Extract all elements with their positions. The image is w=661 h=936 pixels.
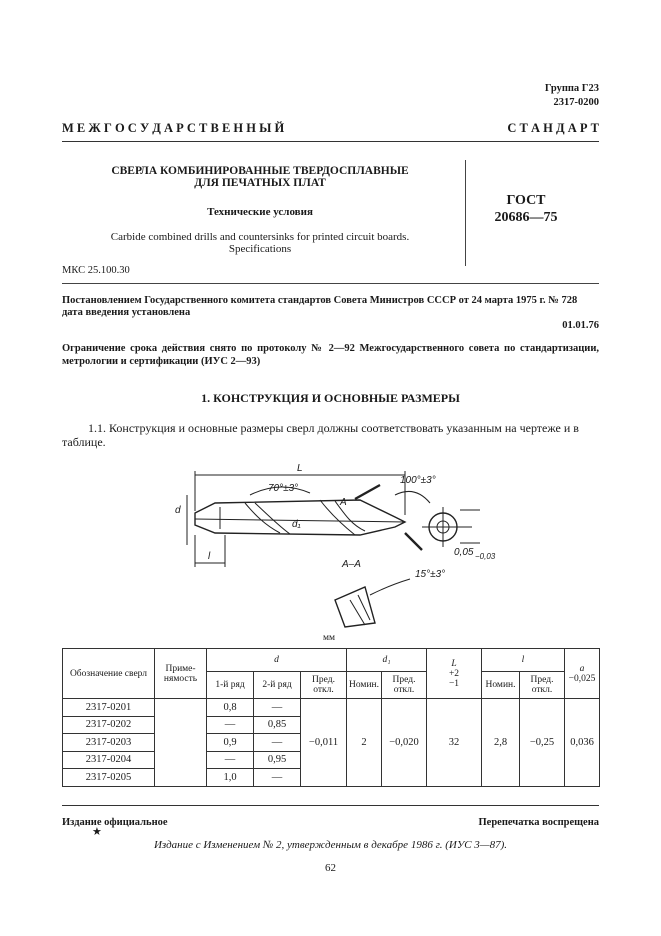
decree-line-1: Постановлением Государственного комитета стандартов Совета Министров СССР от 24 марта 1975 г. № 728 [62, 295, 578, 306]
banner-right: С Т А Н Д А Р Т [507, 121, 599, 135]
middle-rule [62, 283, 599, 284]
decree-line-2: дата введения установлена [62, 307, 191, 318]
paragraph-line-2: таблице. [62, 435, 106, 449]
header-L-minus: −1 [448, 678, 460, 689]
label-l: l [208, 551, 211, 562]
angle-100: 100°±3° [400, 475, 436, 486]
header-a-label: a [579, 663, 585, 674]
page-number: 62 [325, 862, 336, 874]
limitation-line-1: Ограничение срока действия снято по протоколу № 2—92 Межгосударственного совета по стандартизации, [62, 343, 599, 354]
tolerance-003: −0,03 [475, 552, 496, 561]
header-l: l [482, 649, 565, 672]
title-line-1: СВЕРЛА КОМБИНИРОВАННЫЕ ТВЕРДОСПЛАВНЫЕ [111, 165, 409, 177]
angle-15: 15°±3° [415, 569, 446, 580]
header-d-row1: 1-й ряд [207, 672, 254, 699]
header-d1: d₁ [347, 649, 427, 672]
row-code: 2317-0203 [63, 734, 155, 752]
header-note: Приме-нямость [155, 649, 207, 699]
note-cell [155, 699, 207, 787]
header-d-row2: 2-й ряд [254, 672, 301, 699]
top-rule [62, 141, 599, 142]
bottom-rule [62, 805, 599, 806]
table-row [63, 699, 600, 717]
header-designation: Обозначение сверл [63, 649, 155, 699]
english-title-line-2: Specifications [228, 243, 292, 255]
shared-l-tol: −0,25 [520, 699, 565, 787]
row-r1: — [207, 716, 254, 734]
shared-l-nom: 2,8 [482, 699, 520, 787]
dimensions-table [62, 648, 600, 787]
group-code: Группа Г23 [544, 83, 599, 94]
gost-number: 20686—75 [494, 210, 558, 225]
label-d: d [175, 505, 181, 516]
introduction-date: 01.01.76 [562, 320, 599, 331]
header-L-plus: +2 [448, 668, 460, 679]
row-r2: — [254, 734, 301, 752]
row-code: 2317-0202 [63, 716, 155, 734]
title-line-2: ДЛЯ ПЕЧАТНЫХ ПЛАТ [194, 177, 326, 189]
limitation-line-2: метрологии и сертификации (ИУС 2—93) [62, 356, 261, 367]
label-L: L [297, 463, 303, 474]
english-title-line-1: Carbide combined drills and countersinks for printed circuit boards. [110, 231, 410, 243]
shared-d1-tol: −0,020 [382, 699, 427, 787]
paragraph-line-1: 1.1. Конструкция и основные размеры сверл должны соответствовать указанным на чертеже и в [88, 421, 579, 435]
standard-banner [62, 121, 599, 136]
star-icon: ★ [92, 826, 102, 838]
row-code: 2317-0201 [63, 699, 155, 717]
row-code: 2317-0205 [63, 769, 155, 787]
shared-d1-nom: 2 [347, 699, 382, 787]
header-a [565, 649, 600, 699]
shared-L: 32 [427, 699, 482, 787]
header-a-tol: −0,025 [568, 673, 596, 684]
header-d1-tol: Пред. откл. [382, 672, 427, 699]
header-l-tol: Пред. откл. [520, 672, 565, 699]
header-L [427, 649, 482, 699]
header-d-tol: Пред. откл. [301, 672, 347, 699]
edition-label: Издание официальное [62, 817, 168, 828]
reprint-label: Перепечатка воспрещена [478, 817, 599, 828]
row-r2: — [254, 769, 301, 787]
unit-label: мм [323, 633, 336, 643]
header-L-label: L [451, 658, 457, 669]
drill-drawing [160, 455, 510, 635]
title-divider [465, 160, 466, 266]
subtitle: Технические условия [207, 206, 313, 218]
section-label-aa: A–A [342, 559, 361, 570]
row-r2: 0,95 [254, 751, 301, 769]
gost-label: ГОСТ [506, 193, 546, 208]
row-code: 2317-0204 [63, 751, 155, 769]
row-r2: — [254, 699, 301, 717]
header-d: d [207, 649, 347, 672]
header-d1-nom: Номин. [347, 672, 382, 699]
shared-d-tol: −0,011 [301, 699, 347, 787]
shared-a: 0,036 [565, 699, 600, 787]
section-marker-a: A [340, 497, 347, 508]
angle-70: 70°±3° [268, 483, 299, 494]
row-r1: 0,9 [207, 734, 254, 752]
mks-code: МКС 25.100.30 [62, 265, 130, 276]
row-r1: 0,8 [207, 699, 254, 717]
classifier-code: 2317-0200 [553, 97, 599, 108]
header-l-nom: Номин. [482, 672, 520, 699]
change-note: Издание с Изменением № 2, утвержденным в декабре 1986 г. (ИУС 3—87). [153, 839, 508, 851]
section-view [335, 587, 375, 627]
row-r1: — [207, 751, 254, 769]
banner-left: М Е Ж Г О С У Д А Р С Т В Е Н Н Ы Й [62, 121, 285, 135]
end-view [422, 507, 480, 547]
tolerance-005: 0,05 [454, 547, 474, 558]
row-r1: 1,0 [207, 769, 254, 787]
row-r2: 0,85 [254, 716, 301, 734]
section-title: 1. КОНСТРУКЦИЯ И ОСНОВНЫЕ РАЗМЕРЫ [201, 391, 460, 405]
label-d1: d₁ [292, 519, 301, 530]
